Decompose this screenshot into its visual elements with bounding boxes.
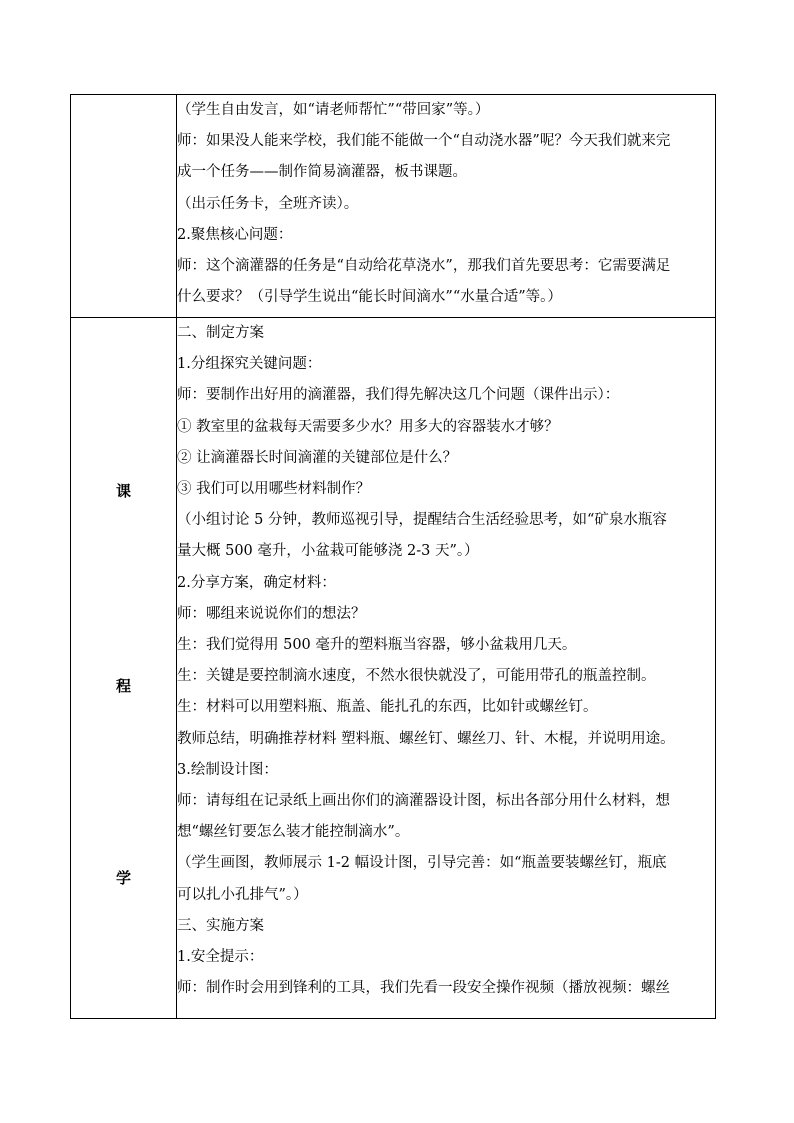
- text-line: 生：关键是要控制滴水速度，不然水很快就没了，可能用带孔的瓶盖控制。: [177, 668, 656, 685]
- label-char-ke: 课: [115, 482, 131, 500]
- text-line: 师：制作时会用到锋利的工具，我们先看一段安全操作视频（播放视频：螺丝: [177, 980, 670, 997]
- text-line: 3.绘制设计图：: [177, 761, 278, 778]
- text-line: 二、制定方案: [177, 325, 264, 341]
- row-label-cell: [71, 95, 177, 318]
- text-line: （小组讨论 5 分钟，教师巡视引导，提醒结合生活经验思考，如“矿泉水瓶容: [177, 512, 667, 529]
- text-line: 三、实施方案: [177, 917, 264, 934]
- text-line: 师：要制作出好用的滴灌器，我们得先解决这几个问题（课件出示）：: [177, 387, 620, 404]
- table-row: [71, 318, 716, 1019]
- text-line: （出示任务卡，全班齐读）。: [177, 195, 359, 212]
- text-line: 可以扎小孔排气”。）: [177, 886, 308, 903]
- text-line: 师：如果没人能来学校，我们能不能做一个“自动浇水器”呢？今天我们就来完: [177, 133, 671, 150]
- text-line: 什么要求？（引导学生说出“能长时间滴水”“水量合适”等。）: [177, 289, 562, 306]
- text-line: ① 教室里的盆栽每天需要多少水？用多大的容器装水才够？: [177, 418, 559, 435]
- text-line: 生：我们觉得用 500 毫升的塑料瓶当容器，够小盆栽用几天。: [177, 637, 577, 654]
- row-content-cell: [177, 95, 716, 318]
- text-line: 2.聚焦核心问题：: [177, 226, 293, 243]
- lesson-plan-table: [70, 94, 716, 1019]
- text-line: 想“螺丝钉要怎么装才能控制滴水”。: [177, 824, 410, 841]
- text-line: 2.分享方案，确定材料：: [177, 574, 336, 591]
- text-line: 量大概 500 毫升，小盆栽可能够浇 2-3 天”。）: [177, 543, 479, 560]
- text-line: （学生自由发言，如“请老师帮忙”“带回家”等。）: [177, 102, 490, 118]
- text-line: 师：这个滴灌器的任务是“自动给花草浇水”，那我们首先要思考：它需要满足: [177, 258, 671, 275]
- text-line: 成一个任务——制作简易滴灌器，板书课题。: [177, 164, 467, 181]
- text-line: ② 让滴灌器长时间滴灌的关键部位是什么？: [177, 449, 458, 466]
- row-content-cell: [177, 318, 716, 1019]
- text-line: 1.分组探究关键问题：: [177, 356, 322, 373]
- text-line: （学生画图，教师展示 1-2 幅设计图，引导完善：如“瓶盖要装螺丝钉，瓶底: [177, 855, 667, 872]
- label-char-xue: 学: [115, 869, 131, 887]
- text-line: 教师总结，明确推荐材料 塑料瓶、螺丝钉、螺丝刀、针、木棍，并说明用途。: [177, 730, 675, 747]
- text-line: 师：请每组在记录纸上画出你们的滴灌器设计图，标出各部分用什么材料，想: [177, 793, 670, 810]
- table-row: [71, 95, 716, 318]
- label-char-cheng: 程: [115, 677, 131, 695]
- text-line: 1.安全提示：: [177, 949, 264, 966]
- text-line: 生：材料可以用塑料瓶、瓶盖、能扎孔的东西，比如针或螺丝钉。: [177, 699, 598, 716]
- text-line: ③ 我们可以用哪些材料制作？: [177, 481, 371, 498]
- row-label-cell: [71, 318, 177, 1019]
- text-line: 师：哪组来说说你们的想法？: [177, 605, 366, 622]
